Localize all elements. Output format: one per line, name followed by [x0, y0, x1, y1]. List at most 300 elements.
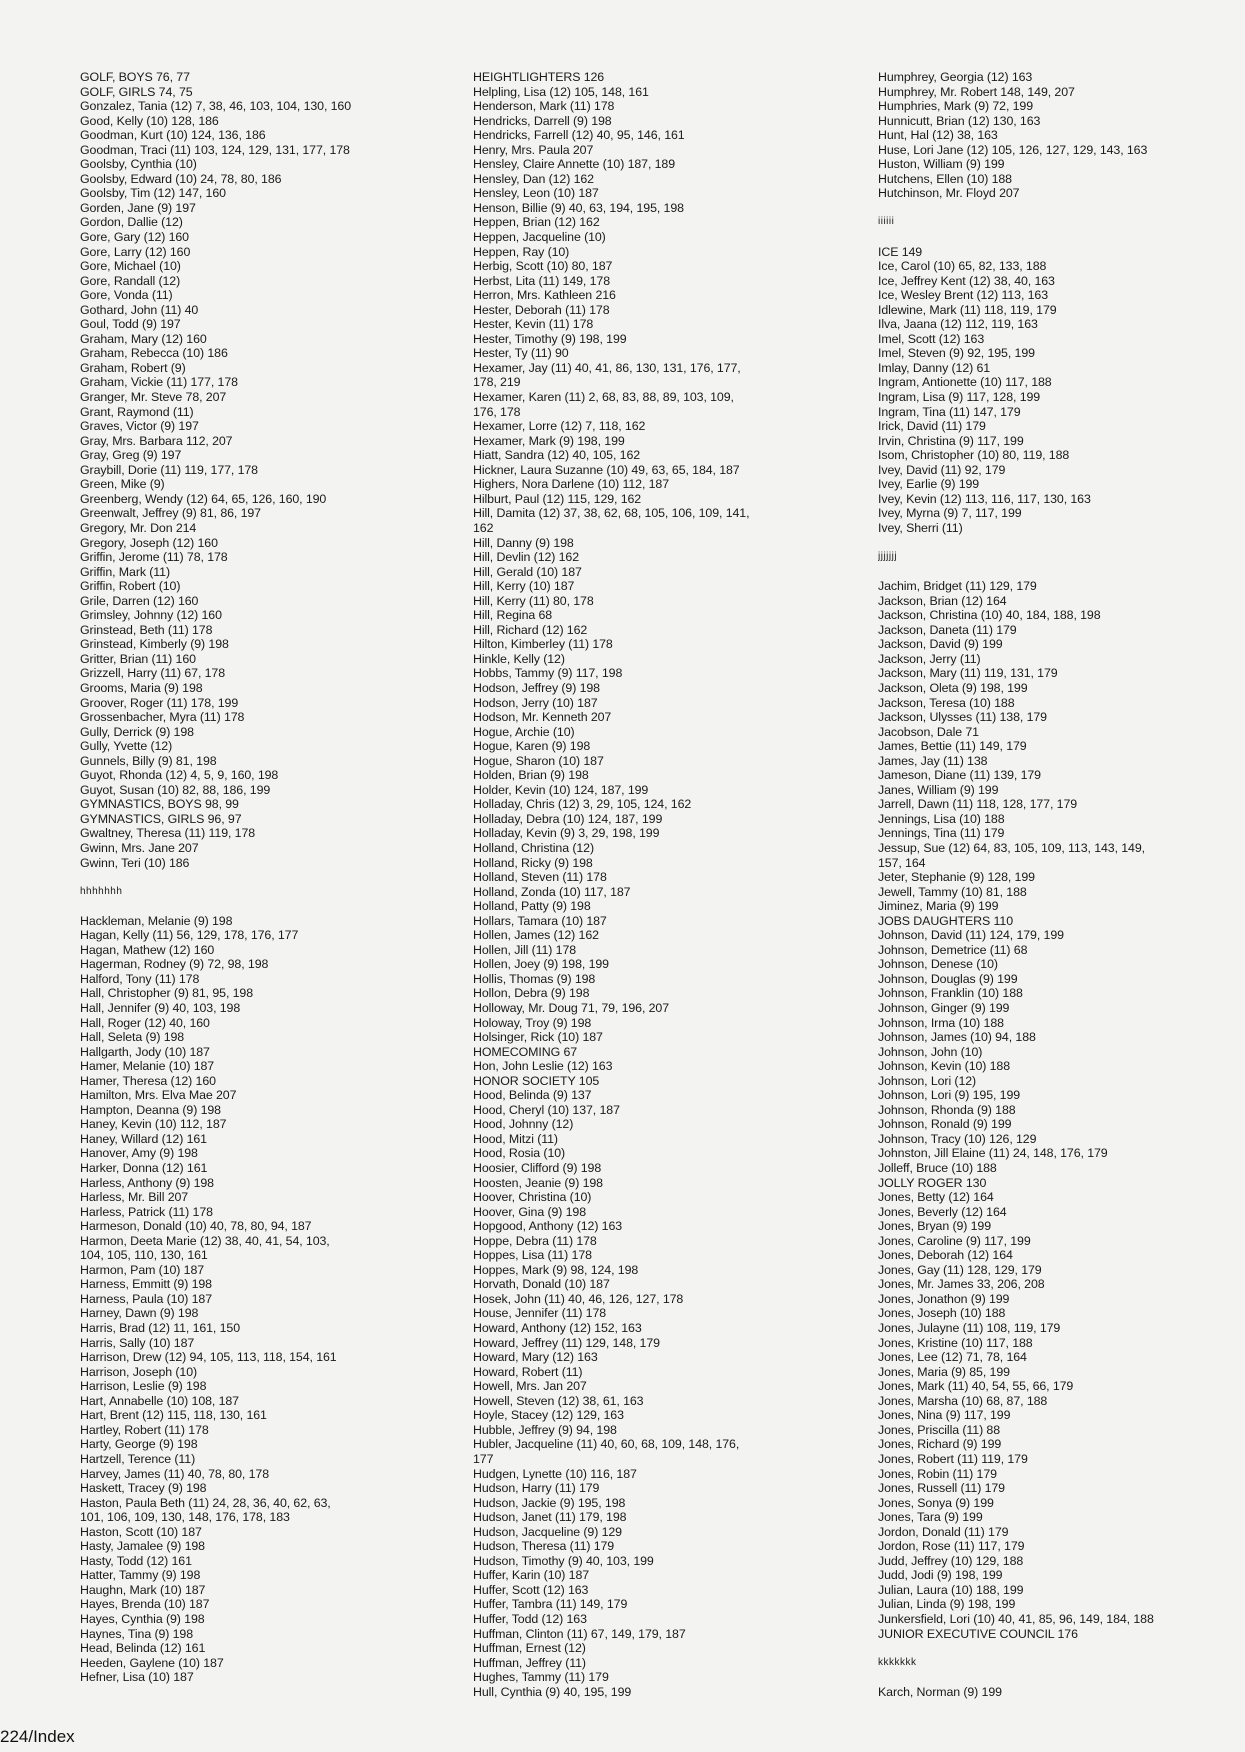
index-entry: Jackson, Brian (12) 164 — [878, 593, 1007, 608]
index-entry: Ivey, David (11) 92, 179 — [878, 462, 1006, 477]
index-entry: House, Jennifer (11) 178 — [473, 1306, 607, 1321]
index-entry: Hart, Annabelle (10) 108, 187 — [80, 1393, 239, 1408]
index-entry: Harrison, Drew (12) 94, 105, 113, 118, 154, 161 — [80, 1350, 337, 1365]
index-entry: Jones, Robert (11) 119, 179 — [878, 1451, 1028, 1466]
index-entry: Harney, Dawn (9) 198 — [80, 1306, 199, 1321]
index-entry: Hexamer, Jay (11) 40, 41, 86, 130, 131, 176, 177, — [473, 360, 741, 375]
index-entry: Gonzalez, Tania (12) 7, 38, 46, 103, 104, 130, 160 — [80, 99, 352, 114]
index-entry: Karch, Norman (9) 199 — [878, 1684, 1002, 1699]
index-entry: Hollars, Tamara (10) 187 — [473, 913, 607, 928]
index-entry: Heeden, Gaylene (10) 187 — [80, 1655, 224, 1670]
index-entry: Hendricks, Darrell (9) 198 — [473, 113, 612, 128]
index-entry: Hexamer, Lorre (12) 7, 118, 162 — [473, 419, 646, 434]
index-entry: Hall, Christopher (9) 81, 95, 198 — [80, 986, 254, 1001]
index-entry: Hudson, Harry (11) 179 — [473, 1481, 600, 1496]
index-entry: Hatter, Tammy (9) 198 — [80, 1568, 201, 1583]
index-entry: Hilton, Kimberley (11) 178 — [473, 637, 613, 652]
index-entry: Holland, Steven (11) 178 — [473, 870, 607, 885]
index-entry: Hiatt, Sandra (12) 40, 105, 162 — [473, 448, 641, 463]
index-entry: Jones, Joseph (10) 188 — [878, 1306, 1006, 1321]
blank-line — [878, 230, 1238, 245]
index-entry: Hamer, Theresa (12) 160 — [80, 1073, 216, 1088]
index-entry: Hartzell, Terence (11) — [80, 1451, 196, 1466]
index-entry: Grant, Raymond (11) — [80, 404, 194, 419]
index-entry: JOLLY ROGER 130 — [878, 1175, 987, 1190]
index-entry: Jameson, Diane (11) 139, 179 — [878, 768, 1041, 783]
index-entry: Hexamer, Karen (11) 2, 68, 83, 88, 89, 103, 109, — [473, 390, 734, 405]
index-entry: Harless, Anthony (9) 198 — [80, 1175, 214, 1190]
index-entry: Goolsby, Tim (12) 147, 160 — [80, 186, 226, 201]
blank-line — [878, 565, 1238, 580]
index-entry: Hensley, Dan (12) 162 — [473, 171, 594, 186]
index-entry: Janes, William (9) 199 — [878, 782, 999, 797]
index-entry: Horvath, Donald (10) 187 — [473, 1277, 610, 1292]
index-entry: Haney, Kevin (10) 112, 187 — [80, 1117, 227, 1132]
index-entry: Holder, Kevin (10) 124, 187, 199 — [473, 782, 649, 797]
index-column-1 — [80, 70, 440, 1685]
index-entry: Harris, Sally (10) 187 — [80, 1335, 195, 1350]
index-entry: Imel, Steven (9) 92, 195, 199 — [878, 346, 1035, 361]
index-entry: Huffman, Clinton (11) 67, 149, 179, 187 — [473, 1626, 686, 1641]
index-entry: Jordon, Rose (11) 117, 179 — [878, 1539, 1025, 1554]
index-entry: Hood, Rosia (10) — [473, 1146, 566, 1161]
index-entry: Hendricks, Farrell (12) 40, 95, 146, 161 — [473, 128, 685, 143]
index-entry: Hollon, Debra (9) 198 — [473, 986, 590, 1001]
index-entry: Harty, George (9) 198 — [80, 1437, 198, 1452]
index-entry: Julian, Laura (10) 188, 199 — [878, 1582, 1024, 1597]
index-entry: Harris, Brad (12) 11, 161, 150 — [80, 1321, 240, 1336]
index-entry: Johnson, Irma (10) 188 — [878, 1015, 1004, 1030]
index-entry: Gore, Gary (12) 160 — [80, 230, 189, 245]
index-entry: Jones, Maria (9) 85, 199 — [878, 1364, 1010, 1379]
index-entry: Irvin, Christina (9) 117, 199 — [878, 433, 1024, 448]
index-entry: Guyot, Rhonda (12) 4, 5, 9, 160, 198 — [80, 768, 279, 783]
index-entry: Hudgen, Lynette (10) 116, 187 — [473, 1466, 637, 1481]
index-entry: Helpling, Lisa (12) 105, 148, 161 — [473, 84, 649, 99]
index-entry: Grinstead, Kimberly (9) 198 — [80, 637, 229, 652]
index-entry: Griffin, Jerome (11) 78, 178 — [80, 550, 228, 565]
index-entry: Jones, Mr. James 33, 206, 208 — [878, 1277, 1045, 1292]
blank-line — [878, 1670, 1238, 1685]
blank-line — [878, 536, 1238, 551]
index-entry: Humphrey, Mr. Robert 148, 149, 207 — [878, 84, 1075, 99]
index-entry: Haughn, Mark (10) 187 — [80, 1582, 206, 1597]
index-column-3 — [878, 70, 1238, 1699]
index-entry: Jacobson, Dale 71 — [878, 724, 979, 739]
index-entry: 162 — [473, 520, 494, 535]
index-entry: Harness, Emmitt (9) 198 — [80, 1277, 212, 1292]
index-entry: Graham, Mary (12) 160 — [80, 331, 207, 346]
index-entry: Harrison, Joseph (10) — [80, 1364, 198, 1379]
index-entry: Hexamer, Mark (9) 198, 199 — [473, 433, 625, 448]
index-entry: Heppen, Brian (12) 162 — [473, 215, 600, 230]
index-entry: Hon, John Leslie (12) 163 — [473, 1059, 613, 1074]
index-entry: Gorden, Jane (9) 197 — [80, 200, 196, 215]
index-entry: Grimsley, Johnny (12) 160 — [80, 608, 222, 623]
index-entry: Judd, Jodi (9) 198, 199 — [878, 1568, 1003, 1583]
index-entry: Gordon, Dallie (12) — [80, 215, 183, 230]
index-entry: Humphries, Mark (9) 72, 199 — [878, 99, 1033, 114]
index-entry: Heppen, Jacqueline (10) — [473, 230, 606, 245]
index-entry: Jarrell, Dawn (11) 118, 128, 177, 179 — [878, 797, 1078, 812]
index-entry: Gore, Vonda (11) — [80, 288, 173, 303]
index-entry: Gwaltney, Theresa (11) 119, 178 — [80, 826, 256, 841]
index-entry: Gore, Michael (10) — [80, 259, 181, 274]
index-entry: Hamer, Melanie (10) 187 — [80, 1059, 215, 1074]
index-entry: Hodson, Jeffrey (9) 198 — [473, 680, 600, 695]
index-entry: Jones, Deborah (12) 164 — [878, 1248, 1013, 1263]
index-entry: JUNIOR EXECUTIVE COUNCIL 176 — [878, 1626, 1078, 1641]
index-entry: Gunnels, Billy (9) 81, 198 — [80, 753, 217, 768]
index-entry: Ice, Wesley Brent (12) 113, 163 — [878, 288, 1048, 303]
index-entry: Johnson, Lori (12) — [878, 1073, 977, 1088]
index-entry: Griffin, Mark (11) — [80, 564, 170, 579]
index-entry: Ivey, Myrna (9) 7, 117, 199 — [878, 506, 1022, 521]
index-entry: Howard, Mary (12) 163 — [473, 1350, 598, 1365]
index-entry: Humphrey, Georgia (12) 163 — [878, 70, 1033, 84]
index-entry: Howard, Jeffrey (11) 129, 148, 179 — [473, 1335, 660, 1350]
index-entry: Hollen, James (12) 162 — [473, 928, 599, 943]
section-letter-divider: jjjjjjj — [878, 551, 898, 563]
index-entry: Goolsby, Cynthia (10) — [80, 157, 197, 172]
index-entry: Hubble, Jeffrey (9) 94, 198 — [473, 1422, 617, 1437]
index-entry: 104, 105, 110, 130, 161 — [80, 1248, 208, 1263]
index-entry: Hodson, Jerry (10) 187 — [473, 695, 598, 710]
index-entry: Howard, Robert (11) — [473, 1364, 583, 1379]
index-entry: Johnson, Douglas (9) 199 — [878, 971, 1018, 986]
index-entry: Goodman, Kurt (10) 124, 136, 186 — [80, 128, 266, 143]
index-entry: Hanover, Amy (9) 198 — [80, 1146, 198, 1161]
index-entry: Howell, Steven (12) 38, 61, 163 — [473, 1393, 644, 1408]
index-entry: Gwinn, Mrs. Jane 207 — [80, 840, 199, 855]
index-entry: Hill, Kerry (10) 187 — [473, 579, 575, 594]
index-entry: Huffer, Todd (12) 163 — [473, 1611, 587, 1626]
index-entry: Jessup, Sue (12) 64, 83, 105, 109, 113, 143, 149, — [878, 840, 1145, 855]
index-entry: Hart, Brent (12) 115, 118, 130, 161 — [80, 1408, 267, 1423]
index-entry: Huffer, Tambra (11) 149, 179 — [473, 1597, 628, 1612]
index-entry: Ivey, Earlie (9) 199 — [878, 477, 980, 492]
index-entry: Jones, Nina (9) 117, 199 — [878, 1408, 1011, 1423]
index-entry: Jachim, Bridget (11) 129, 179 — [878, 579, 1037, 594]
index-entry: Huffman, Ernest (12) — [473, 1641, 586, 1656]
index-entry: Hopgood, Anthony (12) 163 — [473, 1219, 623, 1234]
index-entry: Hollis, Thomas (9) 198 — [473, 971, 596, 986]
index-entry: Holladay, Kevin (9) 3, 29, 198, 199 — [473, 826, 660, 841]
index-entry: Hoosier, Clifford (9) 198 — [473, 1161, 602, 1176]
index-entry: Jones, Mark (11) 40, 54, 55, 66, 179 — [878, 1379, 1074, 1394]
index-entry: Gray, Greg (9) 197 — [80, 448, 182, 463]
index-entry: ICE 149 — [878, 244, 923, 259]
index-entry: Jones, Lee (12) 71, 78, 164 — [878, 1350, 1027, 1365]
index-entry: Holland, Zonda (10) 117, 187 — [473, 884, 631, 899]
index-entry: Hobbs, Tammy (9) 117, 198 — [473, 666, 623, 681]
index-entry: Gothard, John (11) 40 — [80, 302, 199, 317]
index-entry: Johnston, Jill Elaine (11) 24, 148, 176, 179 — [878, 1146, 1108, 1161]
index-entry: Hackleman, Melanie (9) 198 — [80, 913, 233, 928]
index-entry: Gully, Derrick (9) 198 — [80, 724, 194, 739]
index-entry: Ice, Jeffrey Kent (12) 38, 40, 163 — [878, 273, 1055, 288]
index-entry: Jones, Priscilla (11) 88 — [878, 1422, 1001, 1437]
index-entry: Isom, Christopher (10) 80, 119, 188 — [878, 448, 1070, 463]
index-entry: Hunt, Hal (12) 38, 163 — [878, 128, 998, 143]
index-entry: Holden, Brian (9) 198 — [473, 768, 589, 783]
index-entry: Herbig, Scott (10) 80, 187 — [473, 259, 613, 274]
index-entry: Hickner, Laura Suzanne (10) 49, 63, 65, 184, 187 — [473, 462, 740, 477]
index-entry: Hallgarth, Jody (10) 187 — [80, 1044, 210, 1059]
index-entry: Harmeson, Donald (10) 40, 78, 80, 94, 187 — [80, 1219, 312, 1234]
index-entry: Howard, Anthony (12) 152, 163 — [473, 1321, 642, 1336]
index-entry: Johnson, David (11) 124, 179, 199 — [878, 928, 1064, 943]
index-entry: James, Bettie (11) 149, 179 — [878, 739, 1027, 754]
page-footer: 224/Index — [0, 1727, 75, 1746]
index-entry: Harmon, Deeta Marie (12) 38, 40, 41, 54, 103, — [80, 1233, 330, 1248]
index-entry: Hood, Belinda (9) 137 — [473, 1088, 592, 1103]
index-entry: Jones, Betty (12) 164 — [878, 1190, 994, 1205]
index-entry: Gregory, Joseph (12) 160 — [80, 535, 218, 550]
index-entry: HOMECOMING 67 — [473, 1044, 578, 1059]
index-entry: Haynes, Tina (9) 198 — [80, 1626, 194, 1641]
index-entry: Jones, Beverly (12) 164 — [878, 1204, 1007, 1219]
index-entry: Johnson, James (10) 94, 188 — [878, 1030, 1036, 1045]
index-entry: Grinstead, Beth (11) 178 — [80, 622, 213, 637]
index-entry: Hefner, Lisa (10) 187 — [80, 1670, 194, 1685]
index-entry: Hill, Danny (9) 198 — [473, 535, 574, 550]
index-entry: Jones, Tara (9) 199 — [878, 1510, 983, 1525]
index-entry: Junkersfield, Lori (10) 40, 41, 85, 96, 149, 184, 188 — [878, 1611, 1154, 1626]
index-entry: Jackson, David (9) 199 — [878, 637, 1003, 652]
index-entry: Holoway, Troy (9) 198 — [473, 1015, 592, 1030]
section-letter-divider: iiiiii — [878, 216, 895, 228]
index-entry: GOLF, BOYS 76, 77 — [80, 70, 190, 84]
index-entry: 176, 178 — [473, 404, 521, 419]
index-entry: Jones, Jonathon (9) 199 — [878, 1291, 1010, 1306]
index-entry: Jackson, Jerry (11) — [878, 651, 981, 666]
index-entry: Hill, Gerald (10) 187 — [473, 564, 582, 579]
index-entry: Jones, Marsha (10) 68, 87, 188 — [878, 1393, 1048, 1408]
index-entry: Goolsby, Edward (10) 24, 78, 80, 186 — [80, 171, 282, 186]
index-entry: Gore, Larry (12) 160 — [80, 244, 191, 259]
index-entry: Hoover, Gina (9) 198 — [473, 1204, 587, 1219]
index-entry: GOLF, GIRLS 74, 75 — [80, 84, 193, 99]
index-entry: GYMNASTICS, BOYS 98, 99 — [80, 797, 239, 812]
index-entry: Hudson, Janet (11) 179, 198 — [473, 1510, 627, 1525]
index-entry: Guyot, Susan (10) 82, 88, 186, 199 — [80, 782, 271, 797]
index-entry: Hoyle, Stacey (12) 129, 163 — [473, 1408, 624, 1423]
blank-line — [80, 870, 440, 885]
index-entry: Harrison, Leslie (9) 198 — [80, 1379, 207, 1394]
index-entry: Ivey, Sherri (11) — [878, 520, 963, 535]
index-entry: Hunnicutt, Brian (12) 130, 163 — [878, 113, 1041, 128]
index-entry: Gritter, Brian (11) 160 — [80, 651, 196, 666]
index-entry: Halford, Tony (11) 178 — [80, 971, 200, 986]
index-entry: Hoppes, Mark (9) 98, 124, 198 — [473, 1262, 639, 1277]
index-entry: Graham, Rebecca (10) 186 — [80, 346, 228, 361]
index-entry: Hollen, Joey (9) 198, 199 — [473, 957, 609, 972]
index-entry: Haskett, Tracey (9) 198 — [80, 1481, 207, 1496]
index-entry: Hoppes, Lisa (11) 178 — [473, 1248, 592, 1263]
index-entry: Harless, Patrick (11) 178 — [80, 1204, 213, 1219]
index-entry: Goodman, Traci (11) 103, 124, 129, 131, 177, 178 — [80, 142, 350, 157]
index-entry: Gregory, Mr. Don 214 — [80, 520, 197, 535]
index-entry: Hogue, Archie (10) — [473, 724, 575, 739]
index-entry: Jiminez, Maria (9) 199 — [878, 899, 999, 914]
index-entry: Johnson, Kevin (10) 188 — [878, 1059, 1011, 1074]
index-entry: Gray, Mrs. Barbara 112, 207 — [80, 433, 233, 448]
index-entry: Herbst, Lita (11) 149, 178 — [473, 273, 610, 288]
index-entry: Huse, Lori Jane (12) 105, 126, 127, 129, 143, 163 — [878, 142, 1148, 157]
index-entry: Hasty, Todd (12) 161 — [80, 1553, 192, 1568]
index-entry: Harker, Donna (12) 161 — [80, 1161, 208, 1176]
index-entry: Hudson, Jackie (9) 195, 198 — [473, 1495, 626, 1510]
index-entry: Jordon, Donald (11) 179 — [878, 1524, 1009, 1539]
index-entry: Hood, Johnny (12) — [473, 1117, 574, 1132]
index-entry: Grooms, Maria (9) 198 — [80, 680, 203, 695]
index-entry: Ivey, Kevin (12) 113, 116, 117, 130, 163 — [878, 491, 1091, 506]
index-entry: Grizzell, Harry (11) 67, 178 — [80, 666, 226, 681]
index-entry: Hogue, Sharon (10) 187 — [473, 753, 604, 768]
index-entry: Johnson, Franklin (10) 188 — [878, 986, 1023, 1001]
index-entry: Hasty, Jamalee (9) 198 — [80, 1539, 205, 1554]
index-entry: Greenwalt, Jeffrey (9) 81, 86, 197 — [80, 506, 261, 521]
index-entry: Johnson, Ronald (9) 199 — [878, 1117, 1012, 1132]
index-entry: Henry, Mrs. Paula 207 — [473, 142, 594, 157]
index-entry: Johnson, John (10) — [878, 1044, 983, 1059]
index-entry: Jeter, Stephanie (9) 128, 199 — [878, 870, 1035, 885]
index-entry: Jackson, Daneta (11) 179 — [878, 622, 1017, 637]
index-entry: Haston, Scott (10) 187 — [80, 1524, 202, 1539]
index-entry: Goul, Todd (9) 197 — [80, 317, 181, 332]
index-entry: Hilburt, Paul (12) 115, 129, 162 — [473, 491, 642, 506]
index-entry: Julian, Linda (9) 198, 199 — [878, 1597, 1016, 1612]
index-entry: Jolleff, Bruce (10) 188 — [878, 1161, 997, 1176]
index-entry: Huffer, Scott (12) 163 — [473, 1582, 589, 1597]
index-entry: Henderson, Mark (11) 178 — [473, 99, 615, 114]
index-entry: Hester, Ty (11) 90 — [473, 346, 569, 361]
index-entry: Jones, Bryan (9) 199 — [878, 1219, 992, 1234]
index-entry: Imlay, Danny (12) 61 — [878, 360, 991, 375]
index-entry: Harless, Mr. Bill 207 — [80, 1190, 189, 1205]
index-entry: Jennings, Lisa (10) 188 — [878, 811, 1005, 826]
index-entry: Groover, Roger (11) 178, 199 — [80, 695, 239, 710]
index-entry: Green, Mike (9) — [80, 477, 165, 492]
index-entry: Harvey, James (11) 40, 78, 80, 178 — [80, 1466, 269, 1481]
index-entry: 178, 219 — [473, 375, 521, 390]
index-entry: Jackson, Ulysses (11) 138, 179 — [878, 710, 1047, 725]
index-entry: Holladay, Debra (10) 124, 187, 199 — [473, 811, 663, 826]
index-entry: Irick, David (11) 179 — [878, 419, 986, 434]
index-entry: Hill, Regina 68 — [473, 608, 553, 623]
blank-line — [878, 1641, 1238, 1656]
index-entry: Ice, Carol (10) 65, 82, 133, 188 — [878, 259, 1047, 274]
index-entry: Jones, Sonya (9) 199 — [878, 1495, 994, 1510]
index-entry: Gore, Randall (12) — [80, 273, 181, 288]
index-entry: Ingram, Lisa (9) 117, 128, 199 — [878, 390, 1041, 405]
index-entry: Holland, Patty (9) 198 — [473, 899, 591, 914]
index-entry: Hartley, Robert (11) 178 — [80, 1422, 209, 1437]
index-entry: Hollen, Jill (11) 178 — [473, 942, 577, 957]
index-entry: Jones, Julayne (11) 108, 119, 179 — [878, 1321, 1061, 1336]
index-entry: Judd, Jeffrey (10) 129, 188 — [878, 1553, 1024, 1568]
index-entry: Graham, Robert (9) — [80, 360, 186, 375]
index-entry: Hampton, Deanna (9) 198 — [80, 1102, 221, 1117]
index-entry: HEIGHTLIGHTERS 126 — [473, 70, 605, 84]
index-entry: Hagan, Mathew (12) 160 — [80, 942, 215, 957]
index-entry: Jackson, Teresa (10) 188 — [878, 695, 1015, 710]
index-entry: Howell, Mrs. Jan 207 — [473, 1379, 587, 1394]
index-entry: James, Jay (11) 138 — [878, 753, 988, 768]
index-entry: Jones, Gay (11) 128, 129, 179 — [878, 1262, 1042, 1277]
index-entry: Johnson, Ginger (9) 199 — [878, 1001, 1010, 1015]
index-entry: Griffin, Robert (10) — [80, 579, 181, 594]
index-entry: Ingram, Tina (11) 147, 179 — [878, 404, 1021, 419]
index-entry: Haston, Paula Beth (11) 24, 28, 36, 40, 62, 63, — [80, 1495, 331, 1510]
index-entry: Huffer, Karin (10) 187 — [473, 1568, 590, 1583]
index-entry: Hood, Cheryl (10) 137, 187 — [473, 1102, 620, 1117]
index-entry: Holland, Christina (12) — [473, 840, 594, 855]
index-entry: Johnson, Tracy (10) 126, 129 — [878, 1131, 1037, 1146]
index-entry: Huston, William (9) 199 — [878, 157, 1005, 172]
index-entry: Hall, Seleta (9) 198 — [80, 1030, 185, 1045]
index-entry: Hamilton, Mrs. Elva Mae 207 — [80, 1088, 237, 1103]
index-entry: Graves, Victor (9) 197 — [80, 419, 199, 434]
index-entry: Hayes, Brenda (10) 187 — [80, 1597, 210, 1612]
index-entry: Holladay, Chris (12) 3, 29, 105, 124, 162 — [473, 797, 692, 812]
index-entry: Herron, Mrs. Kathleen 216 — [473, 288, 616, 303]
index-entry: Heppen, Ray (10) — [473, 244, 570, 259]
index-entry: Johnson, Lori (9) 195, 199 — [878, 1088, 1021, 1103]
index-entry: 177 — [473, 1451, 494, 1466]
index-entry: GYMNASTICS, GIRLS 96, 97 — [80, 811, 242, 826]
index-entry: Hall, Roger (12) 40, 160 — [80, 1015, 210, 1030]
index-entry: Huffman, Jeffrey (11) — [473, 1655, 586, 1670]
index-entry: Hester, Kevin (11) 178 — [473, 317, 594, 332]
index-entry: Haney, Willard (12) 161 — [80, 1131, 207, 1146]
index-entry: Hill, Richard (12) 162 — [473, 622, 588, 637]
index-entry: Jones, Caroline (9) 117, 199 — [878, 1233, 1031, 1248]
index-entry: Hull, Cynthia (9) 40, 195, 199 — [473, 1684, 632, 1699]
index-entry: Hall, Jennifer (9) 40, 103, 198 — [80, 1001, 241, 1015]
index-entry: Jones, Robin (11) 179 — [878, 1466, 997, 1481]
index-entry: Jones, Richard (9) 199 — [878, 1437, 1002, 1452]
index-entry: Gwinn, Teri (10) 186 — [80, 855, 190, 870]
index-entry: Greenberg, Wendy (12) 64, 65, 126, 160, 190 — [80, 491, 327, 506]
index-entry: Hagan, Kelly (11) 56, 129, 178, 176, 177 — [80, 928, 299, 943]
index-entry: Hosek, John (11) 40, 46, 126, 127, 178 — [473, 1291, 684, 1306]
index-column-2 — [473, 70, 853, 1699]
index-entry: Hogue, Karen (9) 198 — [473, 739, 591, 754]
index-entry: Hagerman, Rodney (9) 72, 98, 198 — [80, 957, 269, 972]
index-entry: Jennings, Tina (11) 179 — [878, 826, 1005, 841]
index-entry: Hoppe, Debra (11) 178 — [473, 1233, 597, 1248]
index-entry: Hodson, Mr. Kenneth 207 — [473, 710, 612, 725]
index-entry: Jones, Kristine (10) 117, 188 — [878, 1335, 1033, 1350]
index-entry: Hubler, Jacqueline (11) 40, 60, 68, 109, 148, 176, — [473, 1437, 740, 1452]
index-entry: Idlewine, Mark (11) 118, 119, 179 — [878, 302, 1057, 317]
index-entry: Holloway, Mr. Doug 71, 79, 196, 207 — [473, 1001, 670, 1015]
index-entry: Hood, Mitzi (11) — [473, 1131, 558, 1146]
index-entry: Hudson, Timothy (9) 40, 103, 199 — [473, 1553, 654, 1568]
index-entry: Jackson, Mary (11) 119, 131, 179 — [878, 666, 1058, 681]
index-entry: Hester, Timothy (9) 198, 199 — [473, 331, 627, 346]
index-entry: Head, Belinda (12) 161 — [80, 1641, 206, 1656]
index-entry: Hughes, Tammy (11) 179 — [473, 1670, 609, 1685]
index-entry: Johnson, Denese (10) — [878, 957, 998, 972]
index-entry: Hill, Kerry (11) 80, 178 — [473, 593, 594, 608]
section-letter-divider: hhhhhhh — [80, 885, 123, 897]
index-entry: 101, 106, 109, 130, 148, 176, 178, 183 — [80, 1510, 290, 1525]
index-entry: Harmon, Pam (10) 187 — [80, 1262, 205, 1277]
index-entry: Hester, Deborah (11) 178 — [473, 302, 610, 317]
